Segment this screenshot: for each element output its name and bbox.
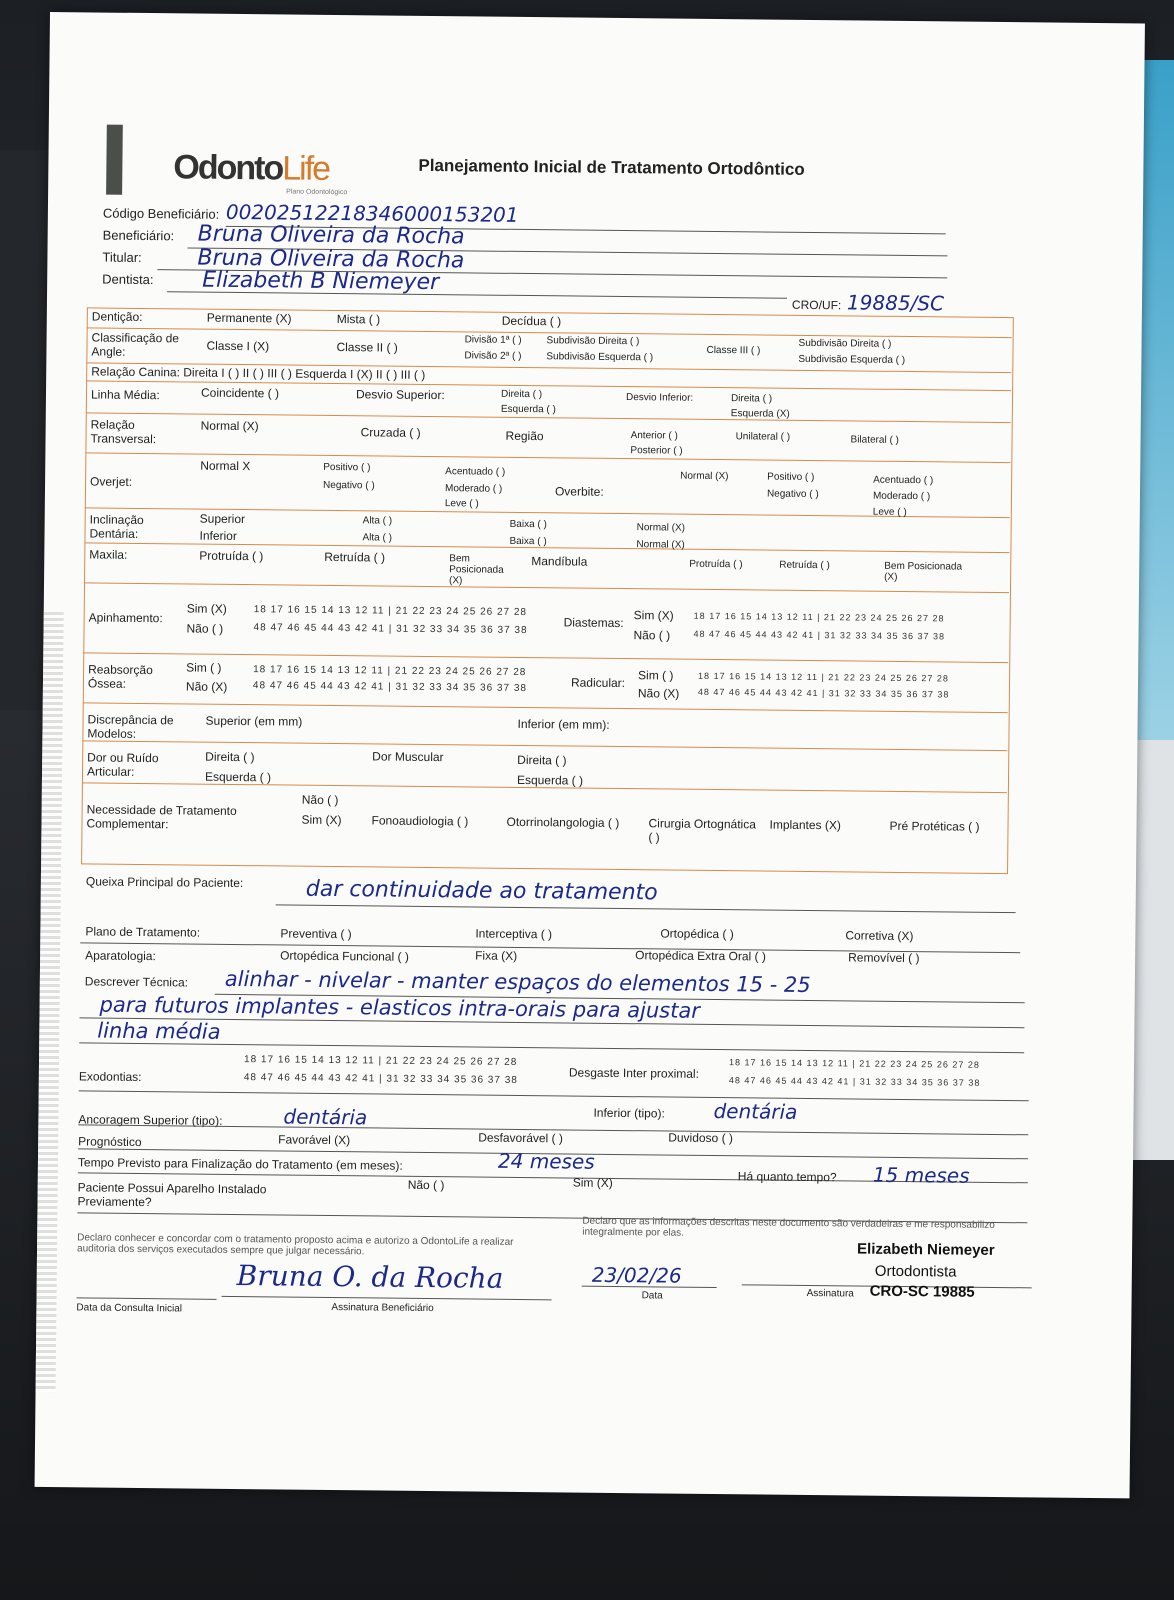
dentition-permanent: Permanente (X) [206, 310, 292, 326]
consent-text: Declaro conhecer e concordar com o tratamento proposto acima e autorizo a OdontoLife a realizar auditoria dos serviços executados sempre que julgar necessário. [76, 1232, 514, 1258]
how-long-label: Há quanto tempo? [737, 1169, 837, 1185]
appliance-removable: Removível ( ) [848, 950, 920, 966]
discrepancy-upper: Superior (em mm) [205, 713, 303, 729]
code-label: Código Beneficiário: [102, 205, 220, 222]
plan-preventive: Preventiva ( ) [280, 926, 352, 942]
tmj-pain-label: Dor ou Ruído Articular: [86, 750, 159, 779]
inclination-upper: Superior [199, 511, 246, 527]
angle-class2: Classe II ( ) [336, 340, 398, 355]
midline-lower-left: Esquerda (X) [730, 408, 790, 420]
mandible-protruded: Protruída ( ) [689, 558, 743, 571]
angle-subdir3: Subdivisão Direita ( ) [798, 337, 892, 350]
angle-subesq3: Subdivisão Esquerda ( ) [798, 353, 906, 366]
appliance-fixed: Fixa (X) [475, 948, 518, 963]
prognosis-doubtful: Duvidoso ( ) [668, 1130, 734, 1146]
angle-class3: Classe III ( ) [706, 344, 761, 357]
plan-corrective: Corretiva (X) [845, 928, 914, 944]
midline-upper-dev: Desvio Superior: [355, 387, 445, 403]
inclination-label: Inclinação Dentária: [89, 512, 144, 541]
angle-subdir: Subdivisão Direita ( ) [546, 335, 640, 348]
discrepancy-label: Discrepância de Modelos: [87, 712, 174, 741]
anchorage-lower-label: Inferior (tipo): [593, 1105, 665, 1121]
complaint-value: dar continuidade ao tratamento [305, 876, 658, 906]
dentition-deciduous: Decídua ( ) [501, 313, 562, 329]
holder-label: Titular: [102, 249, 142, 265]
transverse-label: Relação Transversal: [90, 417, 157, 447]
inclination-normal-1: Normal (X) [636, 522, 686, 534]
discrepancy-lower: Inferior (em mm): [517, 716, 610, 732]
extraction-teeth-upper: 18 17 16 15 14 13 12 11 | 21 22 23 24 25 26 27 28 [243, 1054, 518, 1068]
transverse-posterior: Posterior ( ) [630, 445, 683, 457]
appliance-extraoral: Ortopédica Extra Oral ( ) [635, 948, 766, 964]
beneficiary-label: Beneficiário: [102, 227, 175, 244]
margin-stripe [36, 612, 64, 1392]
radicular-teeth-lower: 48 47 46 45 44 43 42 41 | 31 32 33 34 35 36 37 38 [697, 686, 950, 700]
maxilla-protruded: Protruída ( ) [199, 548, 264, 564]
transverse-region: Região [505, 428, 544, 444]
implants: Implantes (X) [769, 817, 841, 833]
logo-bar [106, 125, 123, 195]
overjet-normal: Normal X [200, 458, 251, 474]
plan-interceptive: Interceptiva ( ) [475, 926, 553, 942]
mandible-label: Mandíbula [531, 554, 588, 569]
prognosis-unfavorable: Desfavorável ( ) [478, 1130, 564, 1146]
overbite-positive: Positivo ( ) [767, 471, 815, 484]
angle-div1: Divisão 1ª ( ) [464, 334, 522, 346]
muscle-pain-label: Dor Muscular [372, 749, 444, 765]
transverse-normal: Normal (X) [200, 418, 259, 434]
inclination-high-2: Alta ( ) [362, 532, 393, 544]
inclination-low-2: Baixa ( ) [509, 535, 547, 548]
odontolife-logo: OdontoLife [173, 148, 330, 188]
resorption-no: Não (X) [185, 679, 228, 694]
orthognathic-surgery: Cirurgia Ortognática ( ) [648, 816, 756, 845]
overbite-accentuated: Acentuado ( ) [873, 474, 934, 487]
midline-lower-right: Direita ( ) [730, 393, 773, 405]
declaration-text: Declaro que as informações descritas neste documento são verdadeiras e me responsabilizo integralmente por elas. [582, 1215, 995, 1239]
technique-line-1: alinhar - nivelar - manter espaços do elementos 15 - 25 [224, 966, 811, 998]
overbite-normal: Normal (X) [680, 470, 729, 483]
resorption-label: Reabsorção Óssea: [87, 662, 153, 691]
stamp-cro: CRO-SC 19885 [869, 1282, 975, 1301]
radicular-label: Radicular: [570, 675, 626, 691]
logo-subtitle: Plano Odontológico [286, 188, 348, 197]
tmj-pain-right: Direita ( ) [205, 749, 255, 765]
midline-coincident: Coincidente ( ) [200, 385, 280, 401]
maxilla-label: Maxila: [89, 547, 128, 562]
form-title: Planejamento Inicial de Tratamento Ortodôntico [418, 155, 805, 179]
crowding-teeth-lower: 48 47 46 45 44 43 42 41 | 31 32 33 34 35 36 37 38 [253, 622, 528, 637]
tmj-pain-left: Esquerda ( ) [204, 769, 272, 785]
appliance-functional: Ortopédica Funcional ( ) [280, 948, 409, 964]
technique-line-3: linha média [97, 1018, 221, 1044]
inclination-normal-2: Normal (X) [636, 539, 685, 551]
extraction-teeth-lower: 48 47 46 45 44 43 42 41 | 31 32 33 34 35 36 37 38 [243, 1072, 518, 1086]
consult-date-label: Data da Consulta Inicial [76, 1302, 183, 1315]
duration-label: Tempo Previsto para Finalização do Tratamento (em meses): [77, 1155, 403, 1173]
complementary-yes: Sim (X) [301, 812, 342, 828]
inclination-high-1: Alta ( ) [362, 515, 393, 527]
diastema-label: Diastemas: [563, 615, 624, 631]
ipr-teeth-lower: 48 47 46 45 44 43 42 41 | 31 32 33 34 35 36 37 38 [728, 1075, 981, 1088]
prognosis-favorable: Favorável (X) [278, 1132, 351, 1148]
cro-label: CRO/UF: [791, 297, 842, 313]
anchorage-lower-value: dentária [713, 1099, 798, 1124]
stamp-role: Ortodontista [874, 1262, 957, 1281]
resorption-teeth-upper: 18 17 16 15 14 13 12 11 | 21 22 23 24 25 26 27 28 [253, 664, 527, 679]
resorption-yes: Sim ( ) [186, 660, 222, 675]
diastema-teeth-upper: 18 17 16 15 14 13 12 11 | 21 22 23 24 25 26 27 28 [693, 610, 945, 624]
mandible-well-positioned: Bem Posicionada (X) [884, 560, 963, 583]
angle-subesq: Subdivisão Esquerda ( ) [546, 351, 654, 364]
muscle-pain-left: Esquerda ( ) [516, 772, 584, 788]
signature-date: 23/02/26 [591, 1262, 682, 1288]
prior-appliance-no: Não ( ) [407, 1177, 445, 1193]
prognosis-label: Prognóstico [78, 1134, 142, 1150]
prior-appliance-yes: Sim (X) [572, 1175, 613, 1190]
prior-appliance-label: Paciente Possui Aparelho Instalado Previamente? [77, 1180, 267, 1210]
overjet-label: Overjet: [90, 474, 133, 489]
how-long-value: 15 meses [872, 1162, 970, 1188]
transverse-unilateral: Unilateral ( ) [735, 431, 791, 443]
radicular-no: Não (X) [637, 686, 680, 701]
ent: Otorrinolangologia ( ) [506, 814, 620, 831]
maxilla-well-positioned: Bem Posicionada (X) [449, 553, 504, 587]
beneficiary-value: Bruna Oliveira da Rocha [197, 221, 465, 250]
crowding-teeth-upper: 18 17 16 15 14 13 12 11 | 21 22 23 24 25 26 27 28 [253, 604, 528, 619]
technique-label: Descrever Técnica: [84, 974, 189, 990]
inclination-low-1: Baixa ( ) [509, 518, 547, 531]
dentist-value: Elizabeth B Niemeyer [202, 267, 440, 296]
midline-upper-left: Esquerda ( ) [500, 403, 556, 416]
midline-label: Linha Média: [90, 387, 160, 403]
beneficiary-signature-label: Assinatura Beneficiário [331, 1302, 434, 1315]
plan-label: Plano de Tratamento: [85, 924, 201, 940]
angle-class1: Classe I (X) [206, 338, 270, 354]
crowding-no: Não ( ) [186, 621, 224, 636]
maxilla-retruded: Retruída ( ) [324, 549, 386, 565]
date-label: Data [641, 1290, 663, 1302]
beneficiary-signature: Bruna O. da Rocha [236, 1259, 504, 1295]
overjet-moderate: Moderado ( ) [444, 483, 503, 495]
canine-relation: Relação Canina: Direita I ( ) II ( ) III ( ) Esquerda I (X) II ( ) III ( ) [91, 364, 426, 382]
code-value: 00202512218346000153201 [225, 199, 519, 227]
extractions-label: Exodontias: [78, 1069, 142, 1085]
mandible-retruded: Retruída ( ) [779, 559, 830, 572]
radicular-teeth-upper: 18 17 16 15 14 13 12 11 | 21 22 23 24 25 26 27 28 [698, 670, 949, 684]
diastema-no: Não ( ) [633, 628, 671, 643]
midline-upper-right: Direita ( ) [500, 388, 543, 401]
duration-value: 24 meses [497, 1148, 595, 1174]
overjet-mild: Leve ( ) [444, 498, 479, 510]
diastema-teeth-lower: 48 47 46 45 44 43 42 41 | 31 32 33 34 35 36 37 38 [693, 628, 946, 642]
holder-value: Bruna Oliveira da Rocha [197, 245, 465, 274]
inclination-lower: Inferior [199, 528, 237, 543]
angle-div2: Divisão 2ª ( ) [464, 350, 522, 362]
speech-therapy: Fonoaudiologia ( ) [371, 813, 469, 829]
overbite-negative: Negativo ( ) [766, 488, 819, 501]
dentition-mixed: Mista ( ) [336, 312, 381, 327]
ipr-label: Desgaste Inter proximal: [568, 1065, 700, 1081]
overjet-positive: Positivo ( ) [323, 461, 371, 474]
muscle-pain-right: Direita ( ) [517, 752, 567, 768]
complementary-label: Necessidade de Tratamento Complementar: [86, 802, 237, 832]
overbite-mild: Leve ( ) [872, 506, 907, 518]
dentist-signature-label: Assinatura [806, 1287, 854, 1300]
plan-orthopedic: Ortopédica ( ) [660, 926, 734, 942]
stamp-name: Elizabeth Niemeyer [857, 1240, 995, 1259]
overjet-accentuated: Acentuado ( ) [445, 466, 506, 478]
radicular-yes: Sim ( ) [638, 668, 674, 683]
dentition-label: Dentição: [91, 309, 143, 324]
overbite-moderate: Moderado ( ) [872, 490, 931, 503]
document-page [35, 12, 1145, 1498]
resorption-teeth-lower: 48 47 46 45 44 43 42 41 | 31 32 33 34 35 36 37 38 [252, 680, 528, 695]
overjet-negative: Negativo ( ) [323, 479, 375, 492]
technique-line-2: para futuros implantes - elasticos intra-orais para ajustar [99, 992, 701, 1023]
ipr-teeth-upper: 18 17 16 15 14 13 12 11 | 21 22 23 24 25 26 27 28 [728, 1057, 980, 1070]
crowding-label: Apinhamento: [88, 610, 163, 626]
transverse-crossed: Cruzada ( ) [360, 425, 421, 440]
anchorage-upper-label: Ancoragem Superior (tipo): [78, 1112, 223, 1128]
anchorage-upper-value: dentária [283, 1104, 368, 1130]
cro-value: 19885/SC [846, 290, 945, 316]
complaint-label: Queixa Principal do Paciente: [85, 874, 244, 891]
transverse-bilateral: Bilateral ( ) [850, 434, 899, 446]
diastema-yes: Sim (X) [633, 608, 674, 623]
complementary-no: Não ( ) [301, 792, 339, 808]
midline-lower-dev: Desvio Inferior: [625, 392, 694, 404]
transverse-anterior: Anterior ( ) [630, 430, 678, 442]
dentist-label: Dentista: [102, 271, 154, 288]
appliance-label: Aparatologia: [85, 948, 156, 964]
pre-prosthetic: Pré Protéticas ( ) [889, 818, 980, 834]
crowding-yes: Sim (X) [186, 601, 227, 616]
angle-label: Classificação de Angle: [91, 330, 180, 359]
overbite-label: Overbite: [554, 484, 604, 499]
